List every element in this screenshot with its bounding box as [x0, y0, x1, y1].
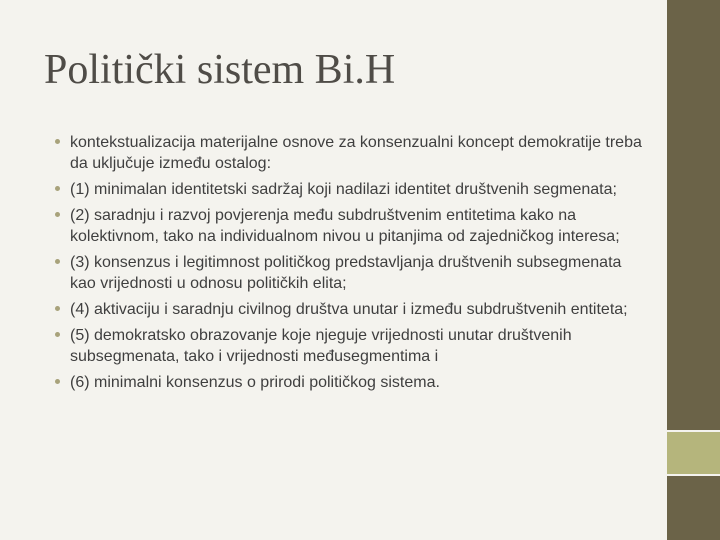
bullet-list	[51, 132, 651, 393]
sidebar-divider	[667, 474, 720, 476]
bullet-text: (6) minimalni konsenzus o prirodi političkog sistema.	[70, 374, 440, 391]
bullet-icon	[55, 332, 60, 337]
bullet-text: (5) demokratsko obrazovanje koje njeguje vrijednosti unutar društvenih subsegmenata, tako i vrijednosti međusegmentima i	[70, 327, 572, 365]
bullet-item	[51, 372, 651, 393]
decorative-sidebar	[667, 0, 720, 540]
bullet-item	[51, 325, 651, 367]
sidebar-accent-block	[667, 432, 720, 474]
bullet-item	[51, 179, 651, 200]
bullet-text: (3) konsenzus i legitimnost političkog predstavljanja društvenih subsegmenata kao vrijednosti u odnosu političkih elita;	[70, 254, 622, 292]
bullet-item	[51, 252, 651, 294]
bullet-item	[51, 299, 651, 320]
bullet-item	[51, 132, 651, 174]
bullet-icon	[55, 139, 60, 144]
bullet-text: (2) saradnju i razvoj povjerenja među subdruštvenim entitetima kako na kolektivnom, tako na individualnom nivou u pitanjima od zajedničkog interesa;	[70, 207, 620, 245]
bullet-item	[51, 205, 651, 247]
bullet-icon	[55, 186, 60, 191]
slide-title: Politički sistem Bi.H	[44, 47, 396, 93]
bullet-text: kontekstualizacija materijalne osnove za konsenzualni koncept demokratije treba da uključuje između ostalog:	[70, 134, 642, 172]
bullet-text: (1) minimalan identitetski sadržaj koji nadilazi identitet društvenih segmenata;	[70, 181, 617, 198]
bullet-icon	[55, 212, 60, 217]
bullet-icon	[55, 379, 60, 384]
bullet-icon	[55, 259, 60, 264]
bullet-icon	[55, 306, 60, 311]
bullet-text: (4) aktivaciju i saradnju civilnog društva unutar i između subdruštvenih entiteta;	[70, 301, 628, 318]
